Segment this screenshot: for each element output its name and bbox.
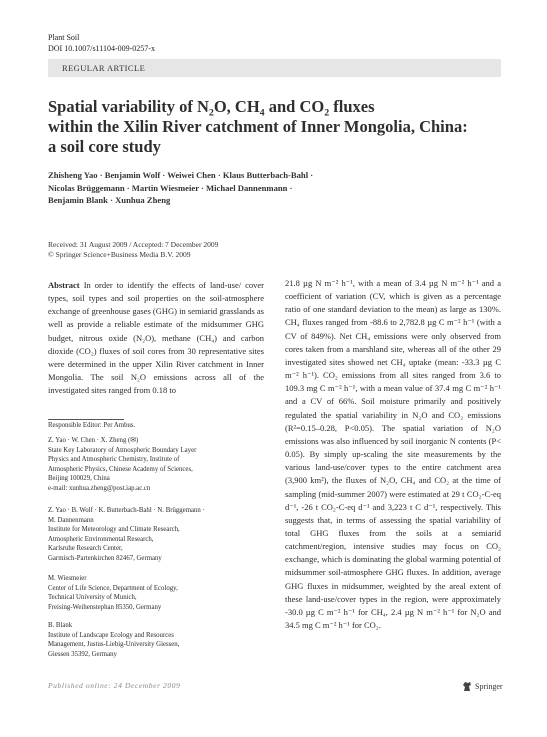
paper-title: [48, 97, 518, 157]
journal-doi: DOI 10.1007/s11104-009-0257-x: [48, 44, 155, 53]
affiliation-1-line: Physics and Atmospheric Chemistry, Institute of: [48, 456, 180, 464]
affiliation-3-authors: M. Wiesmeier: [48, 575, 87, 582]
affiliation-3-line: Center of Life Science, Department of Ecology,: [48, 584, 178, 592]
affiliation-4-authors: B. Blank: [48, 622, 73, 629]
affiliation-4-line: Giessen 35392, Germany: [48, 650, 117, 658]
abstract-right-column: [285, 277, 501, 632]
affiliation-4-line: Management, Justus-Liebig-University Giessen,: [48, 641, 180, 649]
affiliation-4-line: Institute of Landscape Ecology and Resources: [48, 631, 174, 639]
affiliation-3: [48, 574, 264, 612]
title-line-2: within the Xilin River catchment of Inner Mongolia, China:: [48, 117, 468, 136]
received-accepted-dates: Received: 31 August 2009 / Accepted: 7 December 2009: [48, 240, 219, 249]
responsible-editor: Responsible Editor: Per Ambus.: [48, 422, 136, 429]
affiliation-1-line: Beijing 100029, China: [48, 475, 110, 483]
affiliation-1-line: State Key Laboratory of Atmospheric Boundary Layer: [48, 446, 197, 454]
footnote-divider: [48, 419, 124, 420]
title-line-1: Spatial variability of N₂O, CH₄ and CO₂ fluxes: [48, 97, 375, 116]
abstract-left-column: [48, 279, 264, 397]
affiliation-2-line: Garmisch-Partenkirchen 82467, Germany: [48, 554, 162, 562]
abstract-text-left: In order to identify the effects of land-use/ cover types, soil types and soil properties on the soil-atmosphere exchange of greenhouse gases (GHG) in semiarid grasslands as well as provide a reliable estimate of the midsummer GHG budget, nitrous oxide (N₂O), methane (CH₄) and carbon dioxide (CO₂) fluxes of soil cores from 30 representative sites were determined in the upper Xilin River catchment in Inner Mongolia. The soil N₂O emissions across all of the investigated sites ranged from 0.18 to: [48, 280, 265, 396]
affiliation-4: [48, 621, 264, 659]
affiliation-2: [48, 506, 264, 564]
affiliation-3-line: Freising-Weihenstephan 85350, Germany: [48, 603, 162, 611]
springer-logo: [462, 681, 503, 692]
authors-line-3: Benjamin Blank · Xunhua Zheng: [48, 195, 171, 205]
abstract-heading: Abstract: [48, 280, 80, 290]
affiliation-2-line: Atmospheric Environmental Research,: [48, 535, 154, 543]
authors-line-2: Nicolas Brüggemann · Martin Wiesmeier · Michael Dannenmann ·: [48, 182, 293, 193]
author-list: [48, 169, 518, 207]
affiliation-3-line: Technical University of Munich,: [48, 594, 137, 602]
affiliation-2-line: Karlsruhe Research Center,: [48, 545, 123, 553]
springer-wordmark: Springer: [475, 682, 503, 691]
affiliation-2-line: M. Dannenmann: [48, 516, 94, 524]
responsible-editor-note: [48, 421, 264, 431]
published-online-text: Published online: 24 December 2009: [48, 681, 181, 690]
publication-dates: [48, 240, 218, 260]
springer-horse-icon: [462, 681, 472, 692]
journal-header: [48, 32, 155, 54]
journal-name: Plant Soil: [48, 33, 80, 42]
copyright-notice: © Springer Science+Business Media B.V. 2009: [48, 250, 191, 259]
corresponding-email: e-mail: xunhua.zheng@post.iap.ac.cn: [48, 484, 151, 492]
published-online-date: [48, 681, 180, 690]
title-line-3: a soil core study: [48, 137, 161, 156]
abstract-text-right: 21.8 µg N m⁻² h⁻¹, with a mean of 3.4 µg N m⁻² h⁻¹ and a coefficient of variation (CV, which is given as a percentage ratio of one standard deviation to the mean) as large as 130%. CH₄ fluxes ranged from -88.6 to 2,782.8 µg C m⁻² h⁻¹ (with a CV of 849%). Net CH₄ emissions were only observed from cores taken from a marshland site, whereas all of the other 29 investigated sites showed net CH₄ uptake (mean: -33.3 µg C m⁻² h⁻¹). CO₂ emissions from all sites ranged from 3.6 to 109.3 mg C m⁻² h⁻¹, with a mean value of 37.4 mg C m⁻² h⁻¹ and a CV of 66%. Soil moisture primarily and positively regulated the spatial variability in N₂O and CO₂ emissions (R²=0.15–0.28, P<0.05). The spatial variation of N₂O emissions was also influenced by soil inorganic N contents (P< 0.05). By simply up-scaling the site measurements by the various land-use/cover types to the entire catchment area (3,900 km²), the fluxes of N₂O, CH₄ and CO₂ at the time of sampling (mid-summer 2007) were estimated at 29 t CO₂-C-eq d⁻¹, -26 t CO₂-C-eq d⁻¹ and 3,223 t C d⁻¹, respectively. This suggests that, in terms of assessing the spatial variability of total GHG fluxes from the soils at a semiarid catchment/region, intensive studies may focus on CO₂ exchange, which is dominating the global warming potential of midsummer soil-atmosphere GHG fluxes. In addition, average GHG fluxes in midsummer, weighted by the areal extent of these land-use/cover types in the region, were approximately -30.0 µg C m⁻² h⁻¹ for CH₄, 2.4 µg N m⁻² h⁻¹ for N₂O and 34.5 mg C m⁻² h⁻¹ for CO₂.: [285, 278, 501, 631]
affiliation-2-authors: Z. Yao · B. Wolf · K. Butterbach-Bahl · N. Brüggemann ·: [48, 507, 205, 514]
affiliation-1-line: Atmospheric Physics, Chinese Academy of Sciences,: [48, 465, 193, 473]
article-type-banner: [48, 59, 501, 77]
affiliation-1: [48, 436, 264, 494]
affiliation-2-line: Institute for Meteorology and Climate Research,: [48, 526, 180, 534]
affiliation-1-authors: Z. Yao · W. Chen · X. Zheng (✉): [48, 437, 139, 444]
article-type-label: REGULAR ARTICLE: [62, 63, 146, 73]
authors-line-1: Zhisheng Yao · Benjamin Wolf · Weiwei Chen · Klaus Butterbach-Bahl ·: [48, 170, 314, 180]
